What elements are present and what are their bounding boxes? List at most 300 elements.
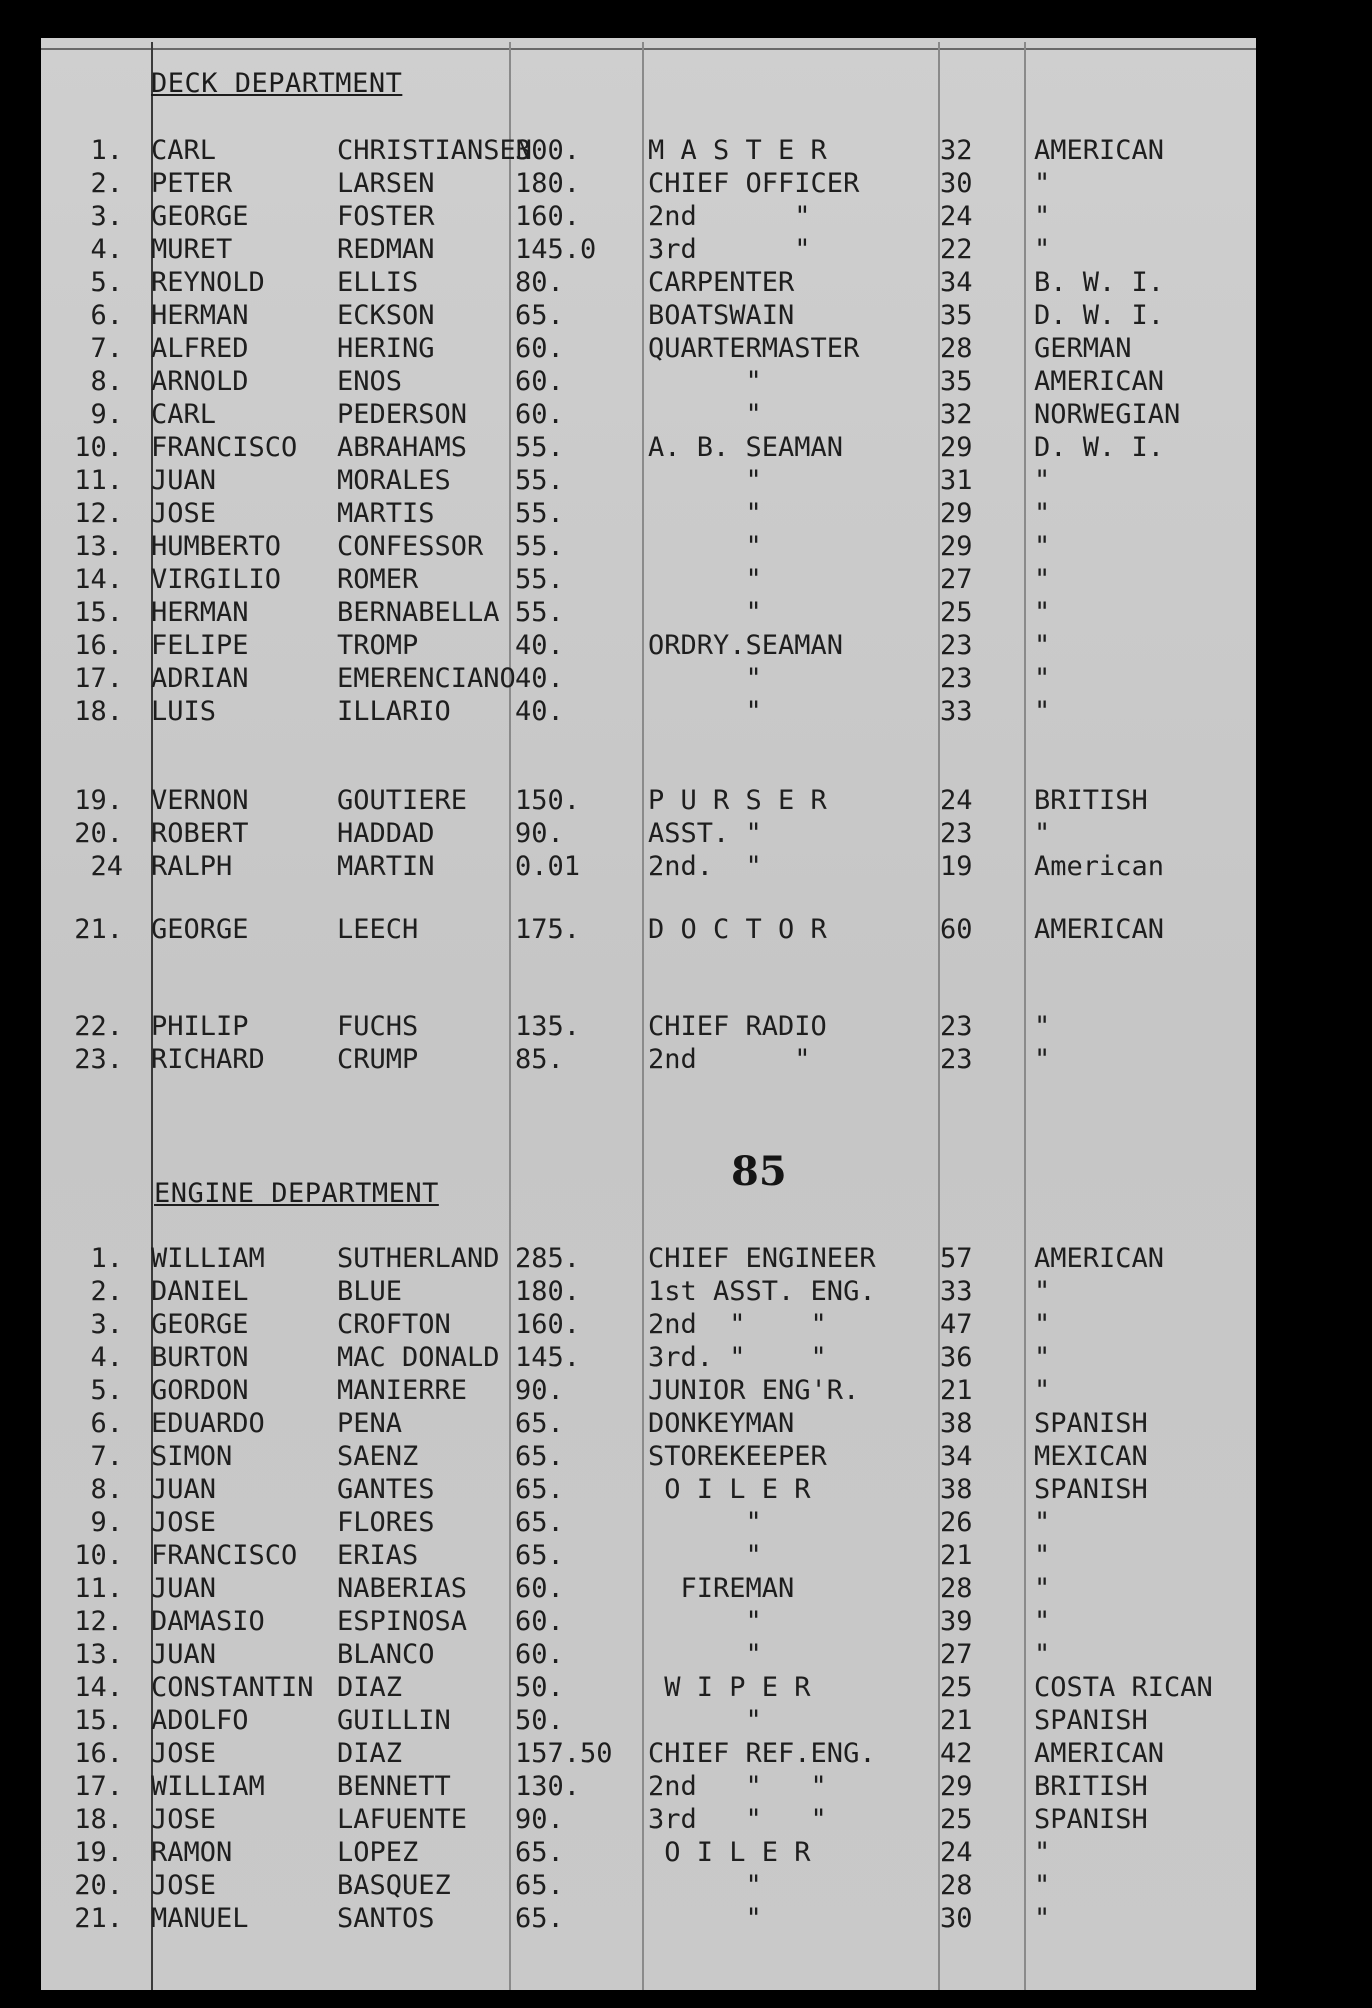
engine-crew-row [41,1705,1256,1737]
crew-rating: " [648,1540,762,1571]
crew-first: FRANCISCO [151,1540,298,1571]
crew-rating: " [648,696,762,727]
crew-age: 26 [940,1507,973,1538]
crew-age: 36 [940,1342,973,1373]
deck-crew-row [41,498,1256,530]
crew-num: 9. [90,399,123,430]
deck-crew-row [41,333,1256,365]
crew-age: 25 [940,1672,973,1703]
engine-crew-row [41,1672,1256,1704]
crew-last: EMERENCIANO [337,663,516,694]
crew-nat: NORWEGIAN [1034,399,1181,430]
crew-rating: " [648,498,762,529]
crew-num: 20. [74,1870,123,1901]
deck-crew-row [41,399,1256,431]
deck-crew-row [41,818,1256,850]
crew-rating: QUARTERMASTER [648,333,860,364]
crew-first: REYNOLD [151,267,265,298]
crew-num: 21. [74,1903,123,1934]
crew-wage: 40. [515,696,564,727]
deck-crew-row [41,300,1256,332]
crew-last: CRUMP [337,1044,419,1075]
crew-nat: BRITISH [1034,1771,1148,1802]
crew-nat: " [1034,564,1051,595]
crew-last: CHRISTIANSEN [337,135,533,166]
crew-last: GOUTIERE [337,785,468,816]
crew-age: 23 [940,1044,973,1075]
crew-last: LEECH [337,914,419,945]
crew-nat: " [1034,630,1051,661]
crew-num: 14. [74,564,123,595]
crew-rating: 3rd. " " [648,1342,827,1373]
crew-rating: FIREMAN [648,1573,795,1604]
crew-num: 4. [90,1342,123,1373]
crew-wage: 40. [515,663,564,694]
crew-wage: 50. [515,1672,564,1703]
crew-rating: " [648,1639,762,1670]
crew-age: 19 [940,851,973,882]
crew-wage: 65. [515,1474,564,1505]
crew-num: 20. [74,818,123,849]
crew-last: LAFUENTE [337,1804,468,1835]
crew-age: 60 [940,914,973,945]
crew-rating: CHIEF OFFICER [648,168,860,199]
crew-nat: " [1034,1639,1051,1670]
crew-first: FELIPE [151,630,249,661]
crew-nat: " [1034,1540,1051,1571]
crew-first: GEORGE [151,201,249,232]
crew-num: 13. [74,531,123,562]
crew-last: ERIAS [337,1540,419,1571]
crew-age: 27 [940,1639,973,1670]
crew-first: HERMAN [151,597,249,628]
crew-rating: P U R S E R [648,785,827,816]
crew-rating: CHIEF RADIO [648,1011,827,1042]
crew-age: 29 [940,432,973,463]
crew-last: MARTIN [337,851,435,882]
crew-first: WILLIAM [151,1243,265,1274]
crew-last: LARSEN [337,168,435,199]
crew-last: ILLARIO [337,696,451,727]
crew-num: 8. [90,366,123,397]
crew-num: 8. [90,1474,123,1505]
crew-wage: 60. [515,1573,564,1604]
crew-wage: 180. [515,1276,581,1307]
crew-rating: " [648,1705,762,1736]
crew-num: 10. [74,432,123,463]
crew-last: GUILLIN [337,1705,451,1736]
crew-first: JUAN [151,1474,217,1505]
crew-nat: D. W. I. [1034,300,1165,331]
crew-num: 4. [90,234,123,265]
crew-num: 11. [74,1573,123,1604]
crew-rating: CHIEF REF.ENG. [648,1738,876,1769]
crew-last: BLUE [337,1276,403,1307]
crew-nat: AMERICAN [1034,1738,1165,1769]
crew-age: 35 [940,366,973,397]
crew-first: ARNOLD [151,366,249,397]
crew-nat: GERMAN [1034,333,1132,364]
crew-nat: " [1034,1011,1051,1042]
engine-crew-row [41,1540,1256,1572]
crew-rating: DONKEYMAN [648,1408,795,1439]
engine-crew-row [41,1606,1256,1638]
crew-rating: ORDRY.SEAMAN [648,630,844,661]
deck-crew-row [41,564,1256,596]
crew-nat: " [1034,1276,1051,1307]
crew-last: ROMER [337,564,419,595]
crew-rating: W I P E R [648,1672,811,1703]
crew-num: 16. [74,1738,123,1769]
deck-department-heading: DECK DEPARTMENT [151,68,403,99]
crew-wage: 145. [515,1342,581,1373]
crew-wage: 55. [515,597,564,628]
crew-age: 29 [940,1771,973,1802]
deck-crew-row [41,1044,1256,1076]
crew-num: 1. [90,1243,123,1274]
crew-last: MORALES [337,465,451,496]
crew-nat: BRITISH [1034,785,1148,816]
crew-rating: A. B. SEAMAN [648,432,844,463]
crew-last: LOPEZ [337,1837,419,1868]
crew-nat: AMERICAN [1034,366,1165,397]
crew-age: 23 [940,663,973,694]
crew-last: MAC DONALD [337,1342,500,1373]
crew-last: HADDAD [337,818,435,849]
crew-num: 2. [90,1276,123,1307]
crew-num: 3. [90,201,123,232]
crew-nat: " [1034,663,1051,694]
crew-num: 19. [74,1837,123,1868]
crew-num: 5. [90,1375,123,1406]
crew-nat: B. W. I. [1034,267,1165,298]
crew-last: DIAZ [337,1672,403,1703]
crew-wage: 90. [515,1375,564,1406]
crew-wage: 65. [515,1837,564,1868]
crew-rating: 2nd " " [648,1309,827,1340]
crew-rating: " [648,597,762,628]
crew-age: 38 [940,1474,973,1505]
crew-age: 24 [940,785,973,816]
crew-wage: 55. [515,531,564,562]
crew-first: JUAN [151,465,217,496]
crew-first: JOSE [151,498,217,529]
crew-rating: D O C T O R [648,914,827,945]
crew-last: FOSTER [337,201,435,232]
crew-rating: 2nd. " [648,851,762,882]
crew-first: MANUEL [151,1903,249,1934]
crew-first: RALPH [151,851,233,882]
crew-first: DAMASIO [151,1606,265,1637]
deck-crew-row [41,366,1256,398]
crew-wage: 60. [515,1606,564,1637]
crew-rating: 2nd " " [648,1771,827,1802]
crew-nat: " [1034,1573,1051,1604]
crew-first: JOSE [151,1870,217,1901]
deck-crew-row [41,630,1256,662]
crew-first: HERMAN [151,300,249,331]
crew-num: 12. [74,1606,123,1637]
crew-last: SUTHERLAND [337,1243,500,1274]
crew-wage: 175. [515,914,581,945]
crew-last: REDMAN [337,234,435,265]
crew-first: VIRGILIO [151,564,282,595]
crew-first: HUMBERTO [151,531,282,562]
deck-crew-row [41,267,1256,299]
crew-nat: " [1034,531,1051,562]
engine-crew-row [41,1309,1256,1341]
crew-first: RAMON [151,1837,233,1868]
crew-first: ADRIAN [151,663,249,694]
engine-crew-row [41,1276,1256,1308]
crew-num: 2. [90,168,123,199]
deck-crew-row [41,201,1256,233]
crew-wage: 65. [515,1903,564,1934]
crew-num: 5. [90,267,123,298]
crew-age: 35 [940,300,973,331]
crew-num: 17. [74,1771,123,1802]
crew-rating: " [648,564,762,595]
crew-nat: COSTA RICAN [1034,1672,1213,1703]
crew-last: MANIERRE [337,1375,468,1406]
crew-num: 6. [90,1408,123,1439]
crew-num: 7. [90,1441,123,1472]
crew-rating: " [648,465,762,496]
deck-crew-row [41,531,1256,563]
crew-nat: " [1034,818,1051,849]
deck-crew-row [41,234,1256,266]
crew-rating: CARPENTER [648,267,795,298]
crew-age: 24 [940,1837,973,1868]
crew-first: JUAN [151,1639,217,1670]
crew-age: 57 [940,1243,973,1274]
crew-num: 16. [74,630,123,661]
crew-age: 30 [940,168,973,199]
crew-rating: 2nd " [648,201,811,232]
engine-crew-row [41,1342,1256,1374]
crew-nat: " [1034,498,1051,529]
crew-last: DIAZ [337,1738,403,1769]
engine-crew-row [41,1870,1256,1902]
crew-last: BASQUEZ [337,1870,451,1901]
crew-rating: O I L E R [648,1837,811,1868]
deck-crew-row [41,696,1256,728]
crew-wage: 55. [515,465,564,496]
crew-nat: SPANISH [1034,1804,1148,1835]
crew-age: 32 [940,135,973,166]
crew-last: PEDERSON [337,399,468,430]
crew-age: 28 [940,1573,973,1604]
crew-age: 29 [940,531,973,562]
crew-nat: AMERICAN [1034,135,1165,166]
crew-num: 17. [74,663,123,694]
crew-age: 21 [940,1375,973,1406]
crew-nat: " [1034,1342,1051,1373]
crew-age: 32 [940,399,973,430]
engine-crew-row [41,1573,1256,1605]
crew-first: FRANCISCO [151,432,298,463]
crew-age: 33 [940,1276,973,1307]
crew-nat: SPANISH [1034,1705,1148,1736]
crew-wage: 60. [515,366,564,397]
crew-rating: ASST. " [648,818,762,849]
engine-crew-row [41,1771,1256,1803]
crew-last: ENOS [337,366,403,397]
crew-num: 1. [90,135,123,166]
crew-nat: " [1034,201,1051,232]
crew-nat: " [1034,1870,1051,1901]
crew-rating: " [648,531,762,562]
deck-crew-row [41,135,1256,167]
crew-age: 21 [940,1540,973,1571]
crew-wage: 135. [515,1011,581,1042]
crew-last: ECKSON [337,300,435,331]
crew-last: MARTIS [337,498,435,529]
crew-nat: American [1034,851,1165,882]
engine-crew-row [41,1903,1256,1935]
crew-rating: " [648,663,762,694]
crew-wage: 60. [515,1639,564,1670]
crew-nat: SPANISH [1034,1408,1148,1439]
crew-rating: JUNIOR ENG'R. [648,1375,860,1406]
crew-first: SIMON [151,1441,233,1472]
engine-crew-row [41,1507,1256,1539]
crew-num: 14. [74,1672,123,1703]
crew-nat: " [1034,1375,1051,1406]
crew-wage: 160. [515,201,581,232]
crew-age: 28 [940,1870,973,1901]
crew-age: 25 [940,1804,973,1835]
crew-nat: " [1034,597,1051,628]
crew-age: 29 [940,498,973,529]
crew-first: DANIEL [151,1276,249,1307]
crew-nat: " [1034,1507,1051,1538]
engine-crew-row [41,1639,1256,1671]
crew-rating: 3rd " [648,234,811,265]
crew-num: 6. [90,300,123,331]
crew-rating: " [648,366,762,397]
crew-last: FUCHS [337,1011,419,1042]
crew-first: GORDON [151,1375,249,1406]
engine-crew-row [41,1837,1256,1869]
crew-wage: 55. [515,498,564,529]
crew-last: CROFTON [337,1309,451,1340]
deck-crew-row [41,168,1256,200]
page-number: 85 [731,1148,787,1195]
crew-num: 22. [74,1011,123,1042]
crew-wage: 80. [515,267,564,298]
crew-age: 39 [940,1606,973,1637]
crew-age: 23 [940,630,973,661]
deck-crew-row [41,465,1256,497]
crew-rating: BOATSWAIN [648,300,795,331]
crew-wage: 65. [515,1870,564,1901]
manifest-page [41,38,1256,1990]
crew-wage: 65. [515,1441,564,1472]
crew-wage: 60. [515,399,564,430]
crew-age: 22 [940,234,973,265]
deck-crew-row [41,432,1256,464]
crew-wage: 157.50 [515,1738,613,1769]
crew-num: 23. [74,1044,123,1075]
crew-wage: 60. [515,333,564,364]
crew-wage: 130. [515,1771,581,1802]
crew-rating: 2nd " [648,1044,811,1075]
crew-last: NABERIAS [337,1573,468,1604]
crew-nat: " [1034,1606,1051,1637]
engine-crew-row [41,1474,1256,1506]
crew-nat: " [1034,465,1051,496]
crew-first: WILLIAM [151,1771,265,1802]
crew-rating: M A S T E R [648,135,827,166]
crew-num: 7. [90,333,123,364]
crew-rating: O I L E R [648,1474,811,1505]
crew-first: ADOLFO [151,1705,249,1736]
top-rule [41,48,1256,50]
crew-age: 31 [940,465,973,496]
crew-age: 34 [940,267,973,298]
crew-wage: 300. [515,135,581,166]
crew-num: 15. [74,1705,123,1736]
crew-num: 9. [90,1507,123,1538]
crew-num: 18. [74,1804,123,1835]
crew-wage: 145.0 [515,234,597,265]
crew-num: 3. [90,1309,123,1340]
deck-crew-row [41,851,1256,883]
crew-wage: 55. [515,564,564,595]
crew-rating: " [648,1903,762,1934]
crew-last: HERING [337,333,435,364]
engine-department-heading: ENGINE DEPARTMENT [154,1178,439,1209]
crew-nat: MEXICAN [1034,1441,1148,1472]
crew-last: PENA [337,1408,403,1439]
crew-nat: " [1034,696,1051,727]
crew-first: LUIS [151,696,217,727]
crew-nat: AMERICAN [1034,914,1165,945]
crew-first: MURET [151,234,233,265]
crew-age: 34 [940,1441,973,1472]
crew-num: 12. [74,498,123,529]
crew-first: JOSE [151,1738,217,1769]
crew-first: BURTON [151,1342,249,1373]
crew-rating: 1st ASST. ENG. [648,1276,876,1307]
crew-nat: " [1034,234,1051,265]
engine-crew-row [41,1375,1256,1407]
crew-last: SANTOS [337,1903,435,1934]
crew-wage: 180. [515,168,581,199]
crew-nat: " [1034,1044,1051,1075]
crew-wage: 160. [515,1309,581,1340]
crew-last: CONFESSOR [337,531,484,562]
crew-first: CARL [151,135,217,166]
engine-crew-row [41,1408,1256,1440]
crew-num: 24 [90,851,123,882]
crew-first: CONSTANTIN [151,1672,314,1703]
engine-crew-row [41,1738,1256,1770]
crew-wage: 55. [515,432,564,463]
crew-rating: " [648,1870,762,1901]
crew-age: 33 [940,696,973,727]
crew-age: 25 [940,597,973,628]
crew-wage: 40. [515,630,564,661]
crew-nat: " [1034,1903,1051,1934]
engine-crew-row [41,1441,1256,1473]
crew-num: 10. [74,1540,123,1571]
crew-rating: CHIEF ENGINEER [648,1243,876,1274]
crew-num: 21. [74,914,123,945]
crew-first: GEORGE [151,914,249,945]
crew-nat: SPANISH [1034,1474,1148,1505]
